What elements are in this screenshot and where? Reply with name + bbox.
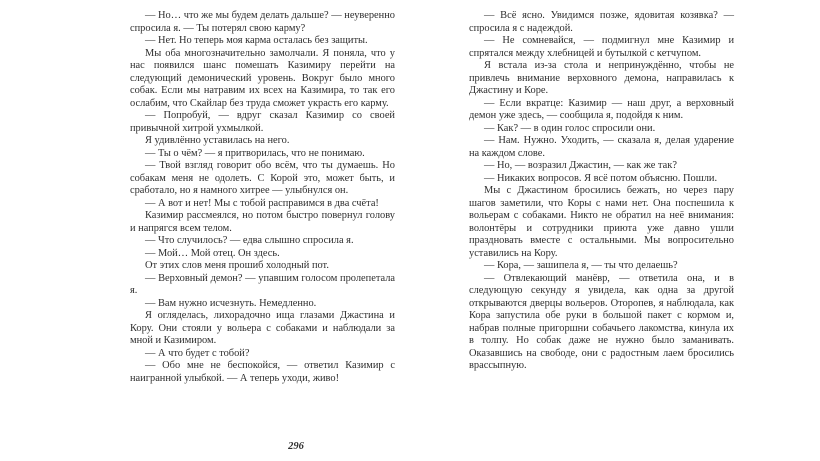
- paragraph: — Не сомневайся, — подмигнул мне Казимир и спрятался между хлебницей и бутылкой с кетчупом.: [469, 35, 734, 59]
- paragraph: — Попробуй, — вдруг сказал Казимир со своей привычной хитрой ухмылкой.: [130, 110, 395, 134]
- paragraph: Я огляделась, лихорадочно ища глазами Джастина и Кору. Они стояли у вольера с собаками и наблюдали за мной и Казимиром.: [130, 310, 395, 346]
- paragraph: Казимир рассмеялся, но потом быстро повернул голову и напрягся всем телом.: [130, 210, 395, 234]
- page-number: 296: [288, 441, 304, 452]
- paragraph: Я удивлённо уставилась на него.: [145, 135, 290, 146]
- paragraph: — Кора, — зашипела я, — ты что делаешь?: [484, 260, 678, 271]
- paragraph: От этих слов меня прошиб холодный пот.: [145, 260, 329, 271]
- text-column-left: [130, 10, 395, 385]
- text-column-right: [469, 10, 734, 373]
- paragraph: — Нет. Но теперь моя карма осталась без защиты.: [145, 35, 368, 46]
- paragraph: Я встала из-за стола и непринуждённо, чтобы не привлечь внимание верховного демона, направилась к Джастину и Коре.: [469, 60, 734, 96]
- paragraph: — Вам нужно исчезнуть. Немедленно.: [145, 297, 317, 309]
- paragraph: — Что случилось? — едва слышно спросила я.: [145, 235, 354, 246]
- paragraph: — Но… что же мы будем делать дальше? — неуверенно спросила я. — Ты потерял свою карму?: [130, 10, 395, 34]
- paragraph: — Верховный демон? — упавшим голосом пролепетала я.: [130, 272, 395, 296]
- paragraph: — Твой взгляд говорит обо всём, что ты думаешь. Но собакам меня не одолеть. С Корой это, может быть, и сработало, но я намного хитрее — улыбнулся он.: [130, 160, 395, 196]
- paragraph: — Но, — возразил Джастин, — как же так?: [484, 160, 677, 171]
- paragraph: — Всё ясно. Увидимся позже, ядовитая козявка? — спросила я с надеждой.: [469, 10, 734, 34]
- paragraph: Мы оба многозначительно замолчали. Я поняла, что у нас появился шанс помешать Казимиру перейти на следующий демонический уровень. Вокруг было много собак. Если мы натравим их всех на Казимира, то так его ослабим, что Скайлар без труда сможет украсть его карму.: [130, 47, 395, 109]
- paragraph: Мы с Джастином бросились бежать, но через пару шагов заметили, что Коры с нами нет. Она поспешила к вольерам с собаками. Никто не обратил на неё внимания: волонтёры и сотрудники приюта уже давно ушли праздновать вместе с остальными. Мы вопросительно уставились на Кору.: [469, 185, 734, 259]
- paragraph: — А что будет с тобой?: [145, 347, 250, 359]
- paragraph: — Как? — в один голос спросили они.: [484, 122, 656, 134]
- paragraph: — Мой… Мой отец. Он здесь.: [145, 247, 280, 259]
- paragraph: — Никаких вопросов. Я всё потом объясню. Пошли.: [484, 172, 718, 184]
- paragraph: — Если вкратце: Казимир — наш друг, а верховный демон уже здесь, — сообщила я, подойдя к ним.: [469, 97, 734, 121]
- paragraph: — Нам. Нужно. Уходить, — сказала я, делая ударение на каждом слове.: [469, 135, 734, 159]
- paragraph: — Обо мне не беспокойся, — ответил Казимир с наигранной улыбкой. — А теперь уходи, живо!: [130, 360, 395, 384]
- paragraph: — А вот и нет! Мы с тобой расправимся в два счёта!: [145, 197, 379, 209]
- paragraph: — Ты о чём? — я притворилась, что не понимаю.: [145, 147, 365, 159]
- paragraph: — Отвлекающий манёвр, — ответила она, и в следующую секунду я увидела, как одна за другой открываются дверцы вольеров. Оторопев, я наблюдала, как Кора запустила обе руки в большой пакет с кормом и, набрав полные пригоршни собачьего лакомства, кинула их в толпу. Но собак даже не нужно было заманивать. Оказавшись на свободе, они с радостным лаем бросились врассыпную.: [469, 272, 734, 371]
